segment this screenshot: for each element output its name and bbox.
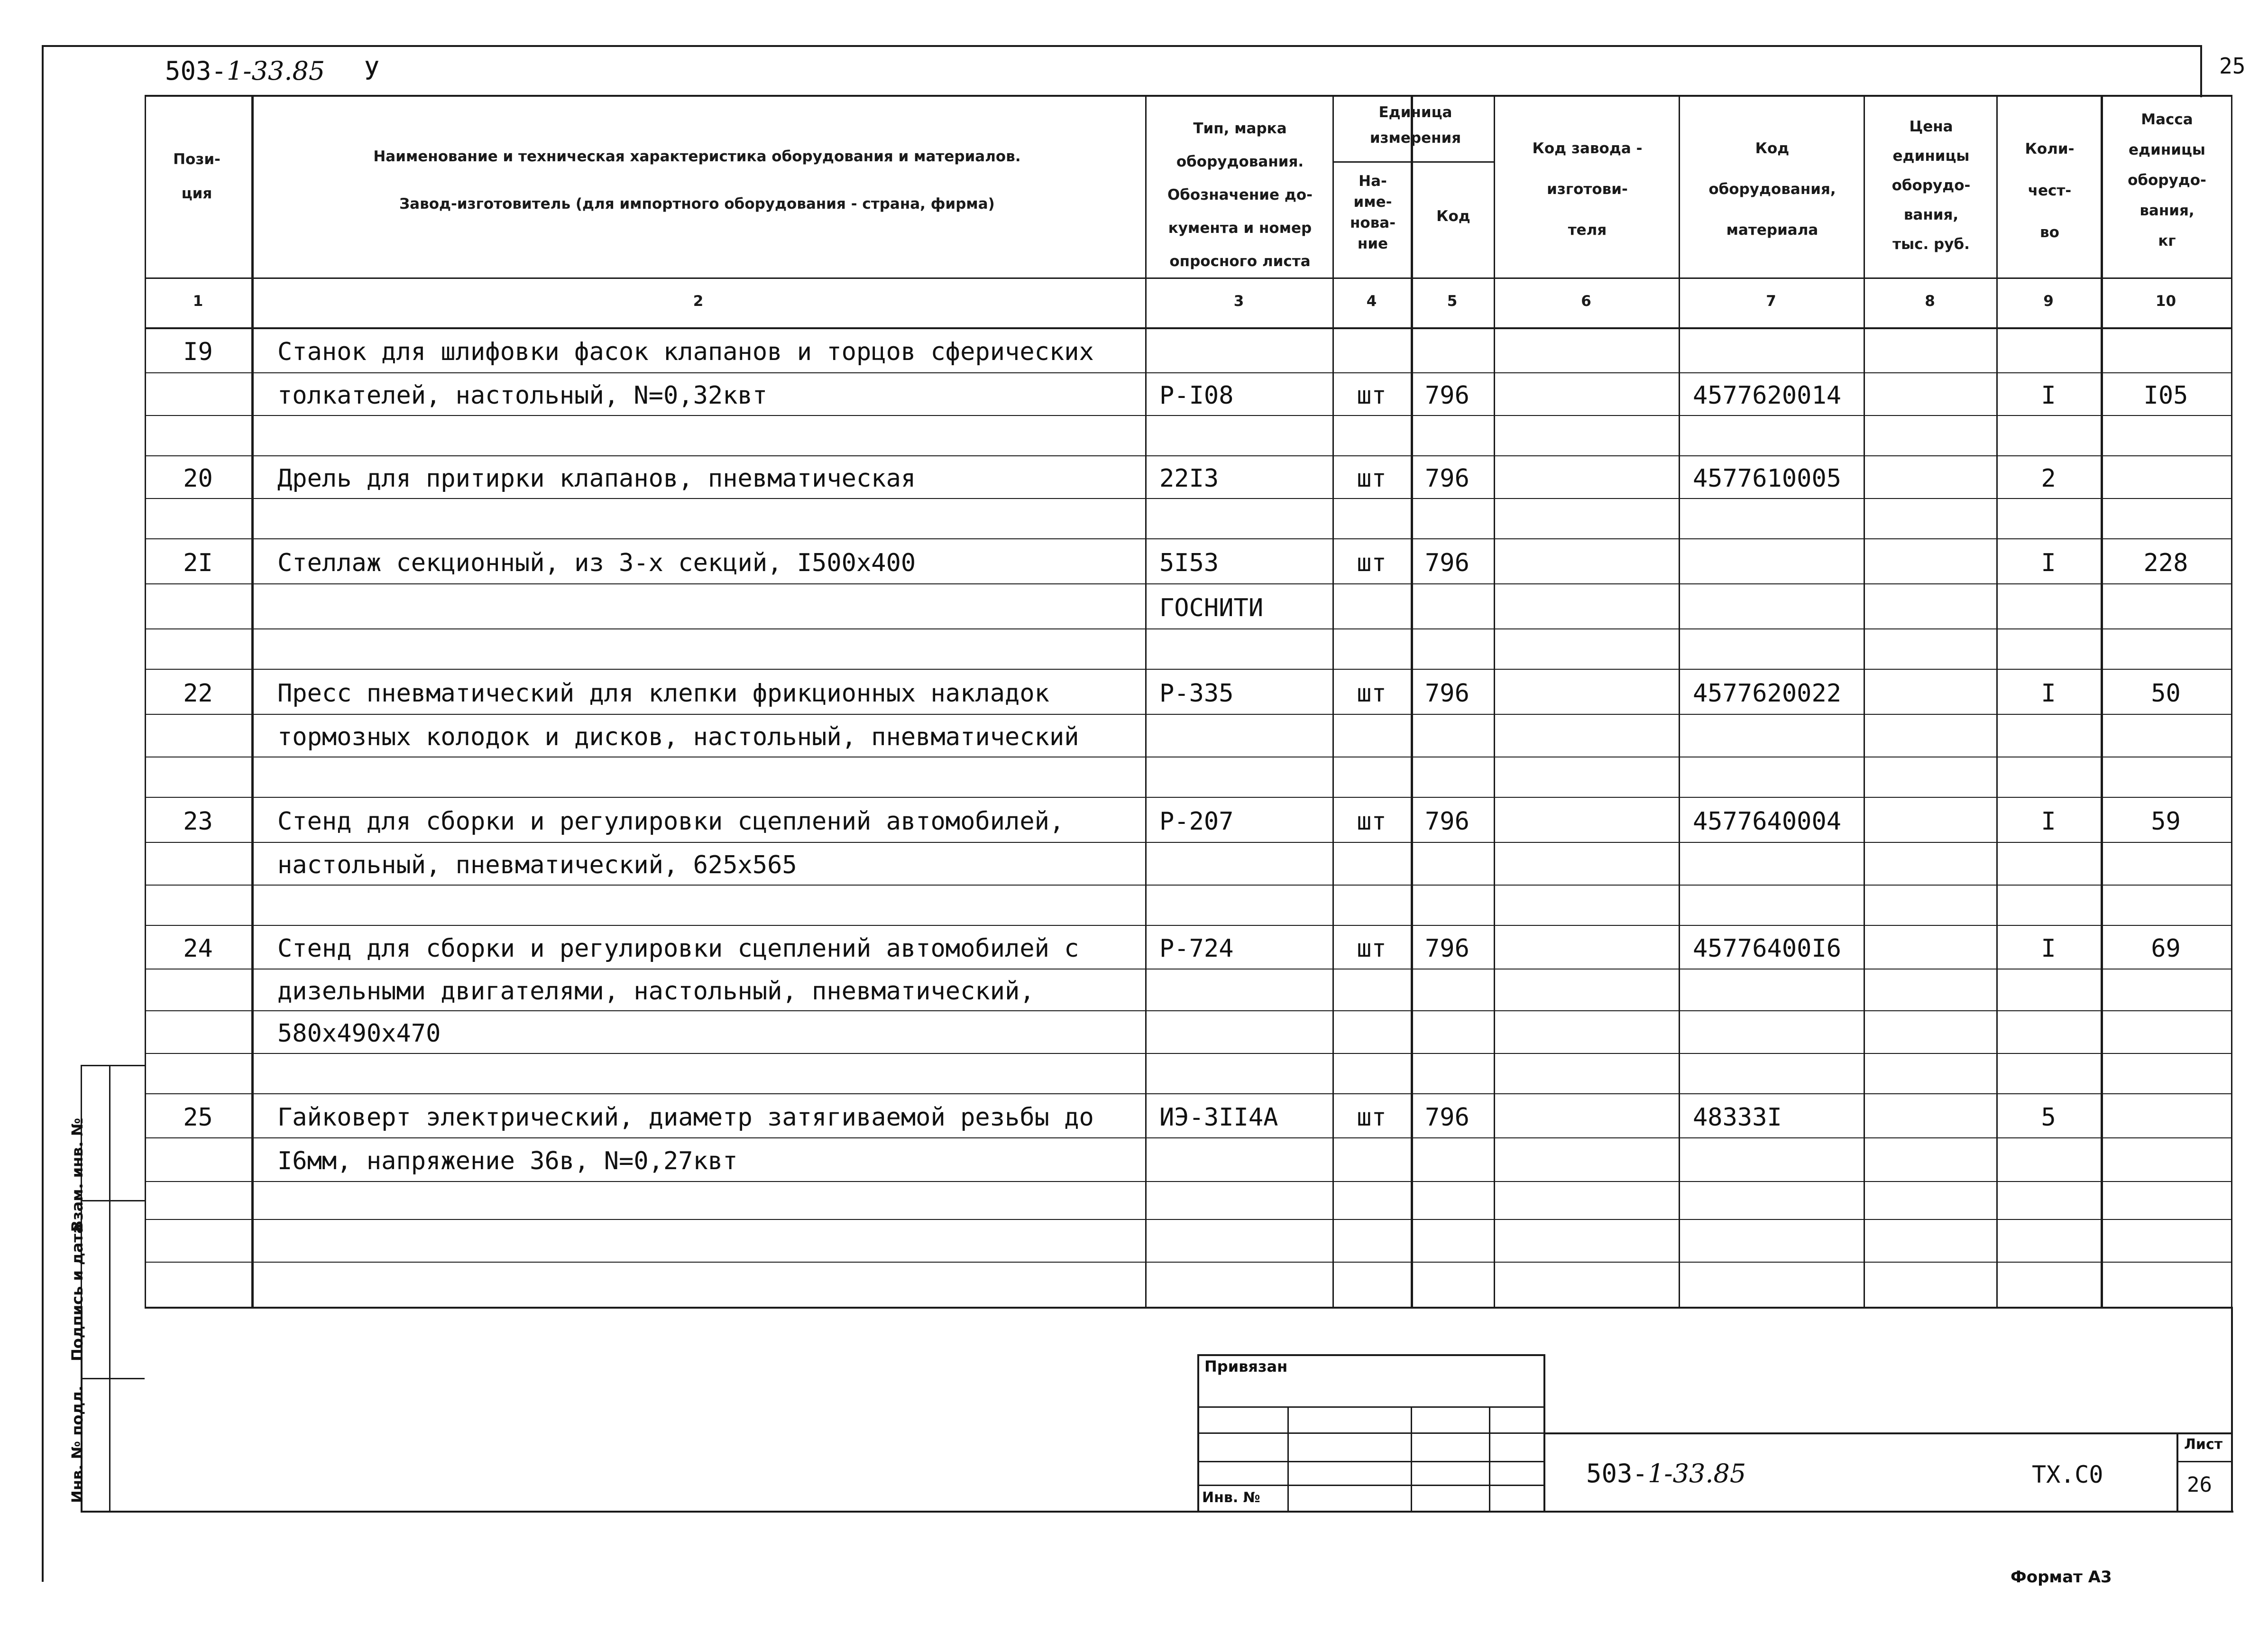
cell-type: Р-I08 — [1159, 381, 1234, 410]
row-divider-11 — [145, 797, 2231, 798]
side-strip-sep-1 — [81, 1200, 145, 1201]
hdr-quantity — [1999, 128, 2101, 253]
stamp-inv-no-label: Инв. № — [1202, 1489, 1260, 1506]
hdr-name-l1: Наименование и техническая характеристика оборудования и материалов. — [373, 148, 1021, 165]
hdr-type-l5: опросного листа — [1169, 253, 1311, 270]
cell-type: Р-335 — [1159, 679, 1234, 708]
hdr-price — [1866, 112, 1996, 259]
hdr-name-l2: Завод-изготовитель (для импортного оборудования - страна, фирма) — [399, 195, 995, 212]
hdr-price-l2: единицы — [1892, 148, 1970, 165]
column-divider-7 — [1864, 95, 1865, 1307]
hdr-type-l4: кумента и номер — [1168, 220, 1312, 237]
hdr-price-l3: оборудо- — [1892, 177, 1971, 194]
cell-equip: 4577620014 — [1693, 381, 1842, 410]
hdr-unit-name-l4: ние — [1357, 235, 1388, 252]
hdr-equipment-code — [1681, 128, 1864, 250]
cell-name: тормозных колодок и дисков, настольный, пневматический — [277, 723, 1079, 751]
hdr-mass-l5: кг — [2158, 232, 2176, 249]
hdr-unit-code — [1413, 199, 1494, 233]
stamp-sheet-divider — [2176, 1461, 2231, 1462]
stamp-sheet-label: Лист — [2184, 1436, 2223, 1453]
cell-pos: 23 — [183, 807, 213, 836]
hdr-unit-group — [1335, 100, 1496, 151]
cell-code: 796 — [1425, 548, 1469, 577]
stamp-line-3 — [1197, 1461, 1543, 1462]
revision-mark: У — [364, 56, 380, 86]
cell-qty: 5 — [2041, 1103, 2056, 1132]
column-number-2: 2 — [693, 293, 704, 310]
column-divider-1 — [251, 95, 254, 1307]
cell-qty: I — [2041, 934, 2056, 963]
side-label-replace-inv: Взам. инв. № — [68, 1117, 86, 1232]
row-divider-12 — [145, 842, 2231, 843]
column-number-6: 6 — [1581, 293, 1591, 310]
column-number-10: 10 — [2155, 293, 2176, 310]
row-divider-1 — [145, 372, 2231, 373]
stamp-line-4 — [1197, 1485, 1543, 1486]
hdr-unit-group-l1: Единица — [1378, 104, 1452, 121]
stamp-line-1 — [1197, 1406, 1543, 1408]
stamp-vert-1 — [1287, 1406, 1289, 1511]
hdr-price-l5: тыс. руб. — [1892, 236, 1970, 253]
hdr-position-l1: Пози- — [173, 151, 220, 168]
cell-name: Дрель для притирки клапанов, пневматическая — [277, 464, 916, 493]
doc-code-prefix: 503- — [165, 56, 227, 86]
column-divider-6 — [1679, 95, 1680, 1307]
cell-equip: 4577620022 — [1693, 679, 1842, 708]
stamp-sheet-left — [2176, 1432, 2178, 1511]
hdr-type — [1148, 112, 1332, 278]
side-strip-divider — [109, 1065, 110, 1511]
hdr-position — [145, 142, 249, 211]
cell-name: 580х490х470 — [277, 1019, 441, 1048]
stamp-doc-code — [1586, 1459, 1746, 1488]
column-number-7: 7 — [1766, 293, 1776, 310]
cell-code: 796 — [1425, 807, 1469, 836]
cell-type: ГОСНИТИ — [1159, 593, 1264, 622]
cell-type: 5I53 — [1159, 548, 1219, 577]
row-divider-8 — [145, 669, 2231, 670]
side-label-inv-original: Инв. № подл. — [68, 1385, 86, 1503]
cell-unit: шт — [1357, 934, 1387, 963]
stamp-sheet-number: 26 — [2187, 1473, 2212, 1497]
side-strip-sep-2 — [81, 1378, 145, 1379]
cell-name: Стеллаж секционный, из 3-х секций, I500х400 — [277, 548, 916, 577]
row-divider-2 — [145, 415, 2231, 416]
hdr-unit-name-l3: нова- — [1350, 214, 1396, 231]
page-corner-number: 25 — [2219, 53, 2246, 79]
column-divider-2 — [1145, 95, 1147, 1307]
row-divider-16 — [145, 1010, 2231, 1011]
row-divider-13 — [145, 885, 2231, 886]
hdr-quantity-l3: во — [2040, 224, 2059, 241]
stamp-mark: ТХ.С0 — [2032, 1461, 2103, 1488]
hdr-factory-code-l3: теля — [1568, 222, 1607, 239]
frame-bottom — [81, 1511, 2233, 1513]
table-bottom-border — [145, 1307, 2231, 1309]
doc-code-handwritten: 1-33.85 — [227, 56, 325, 86]
cell-qty: I — [2041, 807, 2056, 836]
cell-code: 796 — [1425, 381, 1469, 410]
hdr-equipment-code-l1: Код — [1755, 140, 1790, 157]
frame-corner-line — [2200, 45, 2202, 97]
cell-type: Р-724 — [1159, 934, 1234, 963]
row-divider-20 — [145, 1181, 2231, 1182]
hdr-factory-code-l2: изготови- — [1547, 181, 1628, 198]
row-divider-5 — [145, 538, 2231, 539]
hdr-price-l1: Цена — [1909, 118, 1953, 135]
cell-mass: I05 — [2143, 381, 2188, 410]
hdr-position-l2: ция — [181, 185, 212, 202]
cell-equip: 45776400I6 — [1693, 934, 1842, 963]
hdr-equipment-code-l3: материала — [1726, 222, 1818, 239]
hdr-mass-l2: единицы — [2129, 141, 2205, 158]
side-label-signature-date: Подпись и дата — [68, 1223, 86, 1361]
hdr-type-l3: Обозначение до- — [1167, 186, 1313, 203]
hdr-factory-code — [1496, 128, 1679, 250]
column-number-4: 4 — [1366, 293, 1377, 310]
hdr-unit-name-l1: На- — [1359, 173, 1387, 190]
hdr-mass-l1: Масса — [2141, 111, 2193, 128]
cell-mass: 59 — [2151, 807, 2181, 836]
column-number-3: 3 — [1233, 293, 1244, 310]
cell-pos: 25 — [183, 1103, 213, 1132]
cell-name: Пресс пневматический для клепки фрикционных накладок — [277, 679, 1049, 708]
stamp-attached-top — [1197, 1354, 1543, 1356]
number-row-border — [145, 327, 2231, 329]
row-divider-17 — [145, 1053, 2231, 1054]
cell-qty: I — [2041, 548, 2056, 577]
hdr-type-l1: Тип, марка — [1193, 120, 1287, 137]
cell-equip: 4577640004 — [1693, 807, 1842, 836]
cell-name: I6мм, напряжение 36в, N=0,27квт — [277, 1147, 738, 1175]
frame-top — [43, 45, 2200, 47]
cell-code: 796 — [1425, 679, 1469, 708]
frame-lower-right — [2231, 1307, 2233, 1511]
side-strip-top — [81, 1065, 145, 1066]
format-label: Формат А3 — [2011, 1568, 2112, 1587]
row-divider-4 — [145, 498, 2231, 499]
column-divider-5 — [1494, 95, 1495, 1307]
hdr-mass-l4: вания, — [2139, 202, 2195, 219]
cell-unit: шт — [1357, 807, 1387, 836]
unit-group-divider — [1332, 161, 1494, 163]
column-number-1: 1 — [193, 293, 203, 310]
hdr-type-l2: оборудования. — [1176, 153, 1304, 170]
cell-unit: шт — [1357, 679, 1387, 708]
cell-code: 796 — [1425, 934, 1469, 963]
stamp-vert-3 — [1489, 1406, 1490, 1511]
hdr-quantity-l1: Коли- — [2025, 140, 2075, 157]
stamp-doc-code-handwritten: 1-33.85 — [1648, 1459, 1746, 1488]
cell-mass: 50 — [2151, 679, 2181, 708]
cell-pos: 2I — [183, 548, 213, 577]
stamp-attached-label: Привязан — [1204, 1357, 1288, 1376]
column-number-5: 5 — [1447, 293, 1458, 310]
cell-unit: шт — [1357, 548, 1387, 577]
cell-name: дизельными двигателями, настольный, пневматический, — [277, 977, 1035, 1006]
column-divider-4 — [1411, 95, 1413, 1307]
row-divider-9 — [145, 714, 2231, 715]
hdr-price-l4: вания, — [1903, 206, 1959, 223]
hdr-unit-name-l2: име- — [1353, 194, 1392, 211]
row-divider-22 — [145, 1262, 2231, 1263]
hdr-equipment-code-l2: оборудования, — [1708, 181, 1836, 198]
cell-name: Станок для шлифовки фасок клапанов и торцов сферических — [277, 337, 1094, 366]
cell-unit: шт — [1357, 1103, 1387, 1132]
column-divider-10 — [2231, 95, 2232, 1307]
hdr-mass-l3: оборудо- — [2128, 172, 2206, 189]
cell-pos: 22 — [183, 679, 213, 708]
row-divider-21 — [145, 1219, 2231, 1220]
cell-unit: шт — [1357, 381, 1387, 410]
stamp-doc-code-prefix: 503- — [1586, 1459, 1648, 1488]
row-divider-6 — [145, 583, 2231, 584]
cell-qty: 2 — [2041, 464, 2056, 493]
table-top-border — [145, 95, 2231, 97]
stamp-vert-2 — [1411, 1406, 1412, 1511]
cell-qty: I — [2041, 679, 2056, 708]
cell-type: Р-207 — [1159, 807, 1234, 836]
cell-pos: 24 — [183, 934, 213, 963]
hdr-unit-name — [1335, 171, 1411, 254]
hdr-mass — [2103, 104, 2231, 256]
cell-name: толкателей, настольный, N=0,32квт — [277, 381, 768, 410]
cell-type: ИЭ-3II4А — [1159, 1103, 1278, 1132]
hdr-unit-code-l1: Код — [1436, 208, 1470, 225]
row-divider-19 — [145, 1137, 2231, 1138]
cell-name: настольный, пневматический, 625х565 — [277, 851, 797, 879]
column-number-8: 8 — [1925, 293, 1935, 310]
row-divider-14 — [145, 925, 2231, 926]
cell-mass: 69 — [2151, 934, 2181, 963]
frame-left-outer — [42, 45, 44, 1582]
cell-name: Стенд для сборки и регулировки сцеплений автомобилей с — [277, 934, 1079, 963]
hdr-name — [251, 133, 1143, 228]
column-number-9: 9 — [2043, 293, 2054, 310]
row-divider-7 — [145, 628, 2231, 629]
cell-qty: I — [2041, 381, 2056, 410]
stamp-main-top — [1543, 1432, 2231, 1434]
row-divider-3 — [145, 455, 2231, 456]
cell-equip: 48333I — [1693, 1103, 1782, 1132]
cell-pos: I9 — [183, 337, 213, 366]
cell-mass: 228 — [2143, 548, 2188, 577]
cell-type: 22I3 — [1159, 464, 1219, 493]
hdr-unit-group-l2: измерения — [1369, 129, 1461, 147]
row-divider-18 — [145, 1093, 2231, 1094]
cell-unit: шт — [1357, 464, 1387, 493]
cell-code: 796 — [1425, 464, 1469, 493]
cell-pos: 20 — [183, 464, 213, 493]
cell-code: 796 — [1425, 1103, 1469, 1132]
cell-name: Гайковерт электрический, диаметр затягиваемой резьбы до — [277, 1103, 1094, 1132]
cell-name: Стенд для сборки и регулировки сцеплений автомобилей, — [277, 807, 1065, 836]
cell-equip: 4577610005 — [1693, 464, 1842, 493]
stamp-line-2 — [1197, 1432, 1543, 1434]
hdr-quantity-l2: чест- — [2028, 182, 2072, 199]
hdr-factory-code-l1: Код завода - — [1532, 140, 1643, 157]
doc-code-top — [165, 56, 379, 86]
